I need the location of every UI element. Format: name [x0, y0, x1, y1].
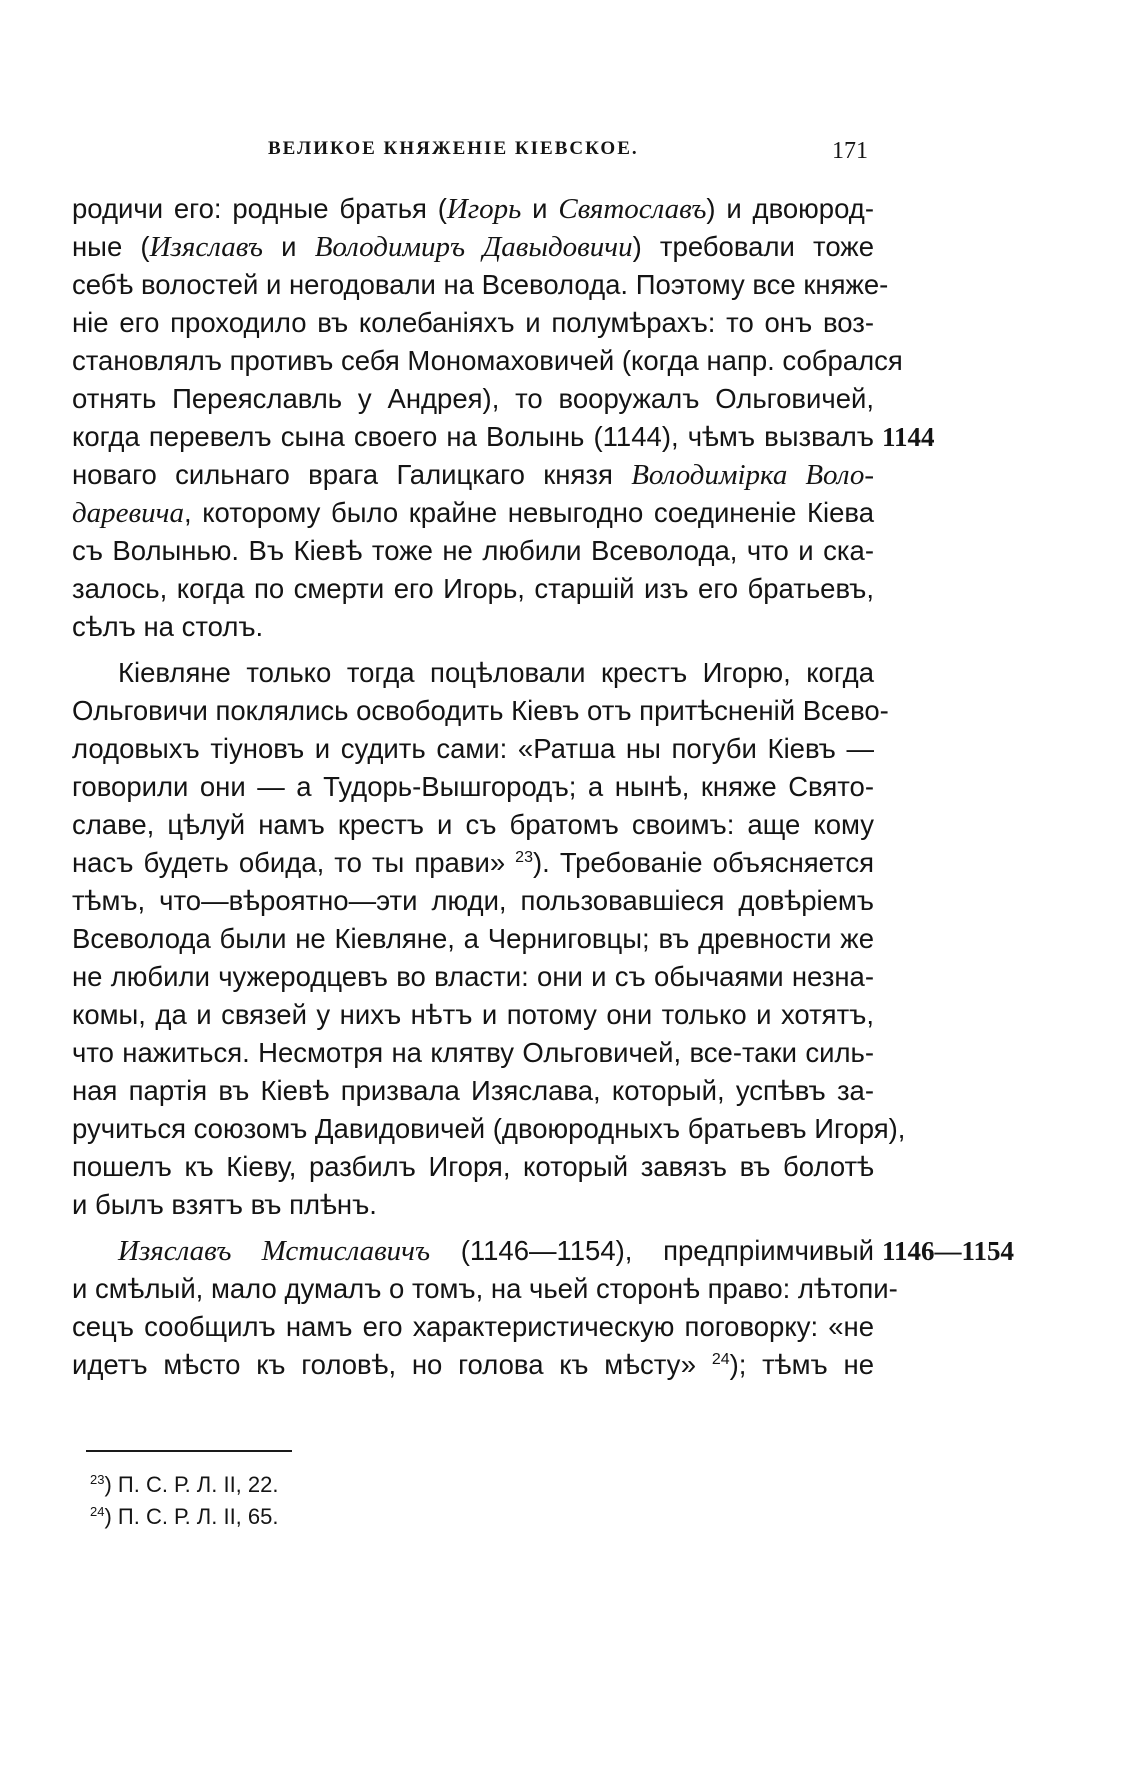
margin-year-note: 1144	[882, 422, 935, 452]
footnote-divider	[86, 1450, 292, 1452]
footnote: $^{24}$) П. С. Р. Л. II, 65.	[90, 1504, 279, 1529]
text-line: тѣмъ, что—вѣроятно—эти люди, пользовавшіеся довѣріемъ	[72, 885, 874, 916]
text-line: сѣлъ на столъ.	[72, 611, 264, 642]
text-line: когда перевелъ сына своего на Волынь (1144), чѣмъ вызвалъ	[72, 421, 874, 452]
text-line: и смѣлый, мало думалъ о томъ, на чьей сторонѣ право: лѣтопи-	[72, 1273, 898, 1304]
text-line: пошелъ къ Кіеву, разбилъ Игоря, который завязъ въ болотѣ	[72, 1151, 874, 1182]
text-line: себѣ волостей и негодовали на Всеволода. Поэтому все княже-	[72, 269, 889, 300]
text-line: идетъ мѣсто къ головѣ, но голова къ мѣсту» $^{24}$); тѣмъ не	[72, 1349, 874, 1380]
text-line: Кіевляне только тогда поцѣловали крестъ Игорю, когда	[118, 657, 874, 688]
text-line: лодовыхъ тіуновъ и судить сами: «Ратша ны погуби Кіевъ —	[72, 733, 874, 764]
text-line: Изяславъ Мстиславичъ (1146—1154), предпріимчивый	[118, 1235, 874, 1267]
text-line: славе, цѣлуй намъ крестъ и съ братомъ своимъ: аще кому	[72, 809, 874, 840]
footnote-ref: 23	[515, 849, 533, 866]
page-header	[268, 138, 868, 172]
running-head: ВЕЛИКОЕ КНЯЖЕНІЕ КІЕВСКОЕ.	[268, 138, 639, 159]
text-line: залось, когда по смерти его Игорь, старшій изъ его братьевъ,	[72, 573, 874, 604]
text-line: становлялъ противъ себя Мономаховичей (когда напр. собрался	[72, 345, 903, 376]
text-line: новаго сильнаго врага Галицкаго князя Володимірка Воло-	[72, 459, 874, 491]
text-line: ручиться союзомъ Давидовичей (двоюродныхъ братьевъ Игоря),	[72, 1113, 906, 1144]
text-line: сецъ сообщилъ намъ его характеристическую поговорку: «не	[72, 1311, 874, 1342]
text-line: ная партія въ Кіевѣ призвала Изяслава, который, успѣвъ за-	[72, 1075, 874, 1106]
text-line: Всеволода были не Кіевляне, а Черниговцы; въ древности же	[72, 923, 874, 954]
page-number: 171	[832, 138, 868, 164]
text-line: родичи его: родные братья (Игорь и Святославъ) и двоюрод-	[72, 193, 874, 225]
text-line: Ольговичи поклялись освободить Кіевъ отъ притѣсненій Всево-	[72, 695, 889, 726]
text-line: комы, да и связей у нихъ нѣтъ и потому они только и хотятъ,	[72, 999, 874, 1030]
text-line: даревича, которому было крайне невыгодно соединеніе Кіева	[72, 497, 874, 529]
footnote: $^{23}$) П. С. Р. Л. II, 22.	[90, 1472, 279, 1497]
text-line: что нажиться. Несмотря на клятву Ольговичей, все-таки силь-	[72, 1037, 874, 1068]
footnote-ref: 24	[711, 1351, 730, 1368]
text-line: отнять Переяславль у Андрея), то вооружалъ Ольговичей,	[72, 383, 874, 414]
text-line: съ Волынью. Въ Кіевѣ тоже не любили Всеволода, что и ска-	[72, 535, 874, 566]
text-line: и былъ взятъ въ плѣнъ.	[72, 1189, 377, 1220]
text-line: ніе его проходило въ колебаніяхъ и полумѣрахъ: то онъ воз-	[72, 307, 874, 338]
text-line: насъ будеть обида, то ты прави» $^{23}$). Требованіе объясняется	[72, 847, 874, 878]
text-line: ные (Изяславъ и Володимиръ Давыдовичи) требовали тоже	[72, 231, 874, 263]
text-line: говорили они — а Тудорь-Вышгородъ; а нынѣ, княже Свято-	[72, 771, 874, 802]
text-line: не любили чужеродцевъ во власти: они и съ обычаями незна-	[72, 961, 874, 992]
margin-year-note: 1146—1154	[882, 1236, 1015, 1266]
